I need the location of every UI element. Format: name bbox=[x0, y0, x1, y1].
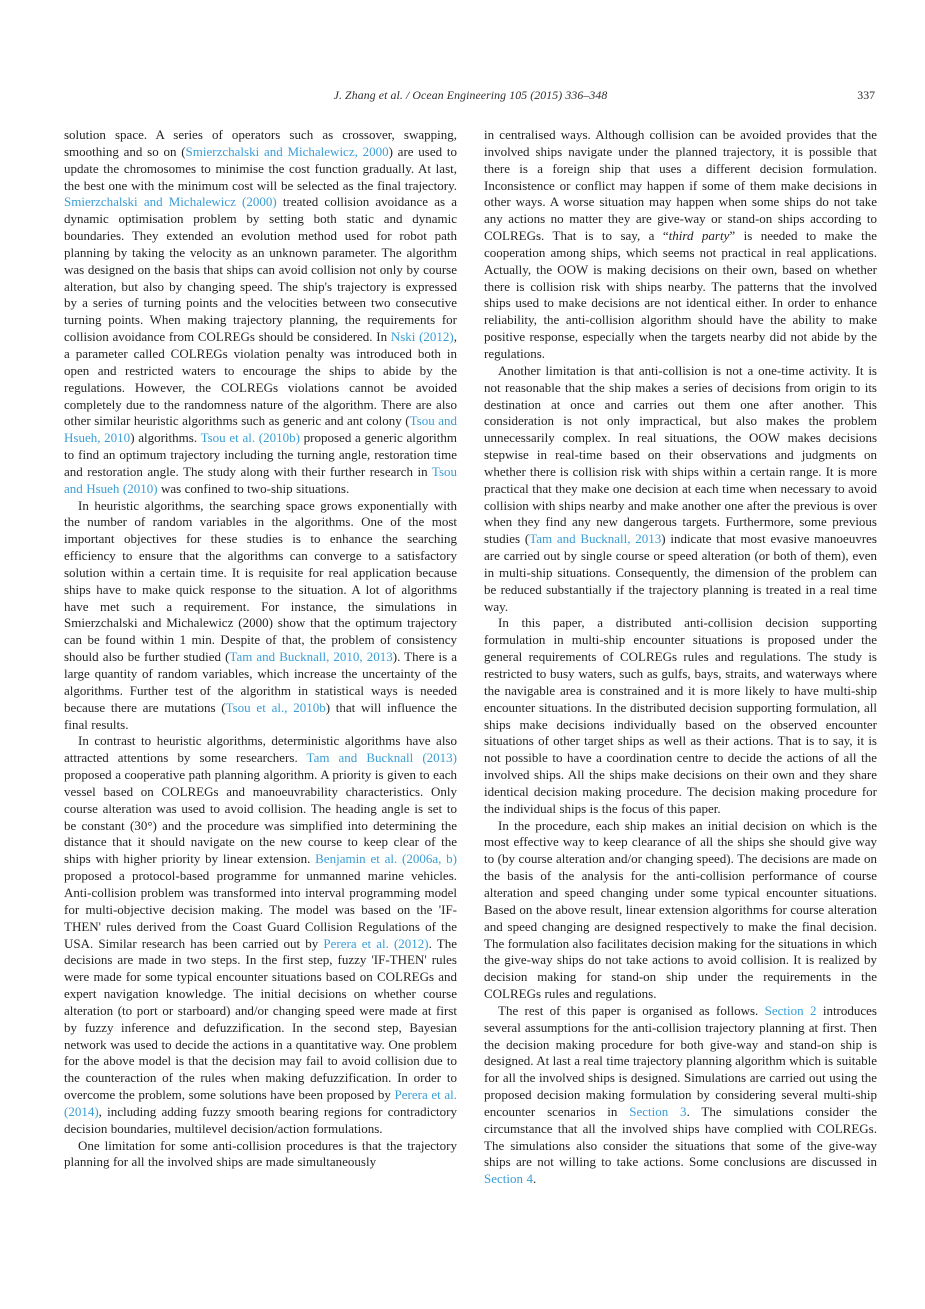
body-text: . bbox=[532, 1171, 537, 1187]
citation-link[interactable]: Tam and Bucknall, 2010, 2013 bbox=[229, 649, 393, 665]
body-text: introduces several assumptions for the anti-collision trajectory planning at first. Then the decision making procedure for both give-way and stand-on ship is designed. At last a real time trajectory planning algorithm which is suitable for all the involved ships is designed. Simulations are carried out using the proposed decision making formulation by considering several multi-ship encounter scenarios in bbox=[484, 1002, 877, 1119]
body-text: ” is needed to make the cooperation among ships, which seems not practical in real applications. Actually, the OOW is making decisions on their own, based on whether there is collision risk with ships nearby. The patterns that the involved ships used to make decisions are not identical either. In order to enhance reliability, the anti-collision algorithm should have the ability to make positive response, especially when the targets nearby did not abide by the regulations. bbox=[484, 228, 877, 361]
citation-link[interactable]: Tam and Bucknall, 2013 bbox=[529, 531, 662, 547]
body-text: ) that will influence the final results. bbox=[64, 699, 457, 732]
paragraph bbox=[484, 127, 877, 363]
paragraph bbox=[484, 363, 877, 616]
citation-link[interactable]: Section 2 bbox=[764, 1002, 817, 1018]
paragraph bbox=[484, 615, 877, 817]
paragraph bbox=[64, 1138, 457, 1172]
left-column bbox=[64, 127, 457, 1188]
paragraph bbox=[484, 1003, 877, 1188]
article-body bbox=[64, 127, 877, 1188]
citation-link[interactable]: Nski (2012) bbox=[390, 329, 454, 345]
body-text: One limitation for some anti-collision procedures is that the trajectory planning for all the involved ships are made simultaneously bbox=[64, 1137, 457, 1170]
body-text: ) algorithms. bbox=[130, 430, 201, 446]
body-text: solution space. A series of operators such as crossover, swapping, smoothing and so on ( bbox=[64, 127, 457, 159]
body-text: In this paper, a distributed anti-collision decision supporting formulation in multi-ship encounter situations is proposed under the general requirements of COLREGs rules and regulations. The study is restricted to busy waters, such as gulfs, bays, straits, and waterways where the navigable area is constrained and it is more likely to have multi-ship encounter situations. In the distributed decision supporting formulation, all ships make decisions individually based on the observed encounter situations of other target ships as well as their actions. That is to say, it is not possible to have a coordination centre to decide the actions of all the involved ships. All the ships make decisions on their own and they share identical decision making procedure. The decision making procedure for the individual ships is the focus of this paper. bbox=[484, 615, 877, 816]
body-text: proposed a protocol-based programme for unmanned marine vehicles. Anti-collision problem was transformed into interval programming model for multi-objective decision making. The model was based on the 'IF-THEN' rules derived from the Coast Guard Collision Regulations of the USA. Similar research has been carried out by bbox=[64, 868, 457, 951]
body-text: . The simulations consider the circumstance that all the involved ships have complied with COLREGs. The simulations also consider the situations that some of the give-way ships are not willing to take actions. Some conclusions are discussed in bbox=[484, 1103, 877, 1170]
body-text: In contrast to heuristic algorithms, deterministic algorithms have also attracted attentions by some researchers. bbox=[64, 733, 457, 766]
citation-link[interactable]: Tsou et al. (2010b) bbox=[200, 430, 300, 446]
citation-link[interactable]: Perera et al. (2012) bbox=[323, 935, 429, 951]
citation-link[interactable]: Perera et al. (2014) bbox=[64, 1087, 457, 1119]
body-text: In the procedure, each ship makes an initial decision on which is the most effective way to keep clearance of all the ships she should give way to (by course alteration and/or changing speed). The decisions are made on the basis of the analysis for the anti-collision performance of course alteration and speed changing under some typical encounter situations. Based on the above result, linear extension algorithms for course alteration and speed changing are designed respectively to make the final decision. The formulation also facilitates decision making for the situations in which the give-way ships do not take actions to avoid collision. It is realized by decision making for stand-on ship under the requirements in the COLREGs rules and regulations. bbox=[484, 817, 877, 1002]
italic-text: third party bbox=[668, 228, 730, 244]
citation-link[interactable]: Benjamin et al. (2006a, b) bbox=[315, 851, 457, 867]
citation-link[interactable]: Smierzchalski and Michalewicz (2000) bbox=[64, 194, 277, 210]
body-text: In heuristic algorithms, the searching space grows exponentially with the number of random variables in the algorithms. One of the most important objectives for these studies is to enhance the searching efficiency to ensure that the algorithms can converge to a satisfactory solution within a certain time. It is requisite for real application because ships have to make quick response to the situation. A lot of algorithms have met such a requirement. For instance, the simulations in Smierzchalski and Michalewicz (2000) show that the optimum trajectory can be found within 1 min. Despite of that, the problem of consistency should also be further studied ( bbox=[64, 497, 457, 665]
body-text: proposed a generic algorithm to find an optimum trajectory including the turning angle, restoration time and restoration angle. The study along with their further research in bbox=[64, 430, 458, 479]
body-text: . The decisions are made in two steps. In the first step, fuzzy 'IF-THEN' rules were made for some typical encounter situations based on COLREGs and expert navigation knowledge. The initial decisions on whether course alteration (to port or starboard) and/or changing speed were made at first by fuzzy inference and defuzzification. In the second step, Bayesian network was used to decide the actions in a quantitative way. One problem for the above model is that the decision may fail to avoid collision due to the counteraction of the rules when making defuzzification. In order to overcome the problem, some solutions have been proposed by bbox=[64, 935, 457, 1103]
running-title: J. Zhang et al. / Ocean Engineering 105 (2015) 336–348 bbox=[333, 88, 608, 102]
body-text: was confined to two-ship situations. bbox=[157, 480, 350, 496]
citation-link[interactable]: Tsou and Hsueh, 2010 bbox=[64, 413, 458, 446]
body-text: ) indicate that most evasive manoeuvres are carried out by single course or speed alteration (or both of them), even in multi-ship situations. Consequently, the dimension of the problem can be reduced substantially if the trajectory planning is treated in a real time way. bbox=[484, 531, 877, 614]
paragraph bbox=[64, 733, 457, 1137]
citation-link[interactable]: Tsou and Hsueh (2010) bbox=[64, 463, 457, 496]
citation-link[interactable]: Tam and Bucknall (2013) bbox=[306, 750, 457, 766]
citation-link[interactable]: Section 3 bbox=[629, 1103, 687, 1119]
body-text: proposed a cooperative path planning algorithm. A priority is given to each vessel based on COLREGs and manoeuvrability characteristics. Only course alteration was used to avoid collision. The heading angle is set to be constant (30°) and the procedure was simplified into determining the distance that it should navigate on the new course to keep clear of the ships with higher priority by linear extension. bbox=[64, 767, 457, 867]
citation-link[interactable]: Section 4 bbox=[484, 1171, 533, 1187]
body-text: in centralised ways. Although collision can be avoided provides that the involved ships navigate under the planned trajectory, it is possible that there is a foreign ship that uses a different decision formulation. Inconsistence or conflict may happen if some of them make decisions in other ways. A worse situation may happen when some ships do not take any actions no matter they are give-way or stand-on ships according to COLREGs. That is to say, a “ bbox=[484, 127, 877, 244]
citation-link[interactable]: Smierzchalski and Michalewicz, 2000 bbox=[185, 143, 389, 159]
paragraph bbox=[484, 818, 877, 1003]
citation-link[interactable]: Tsou et al., 2010b bbox=[225, 699, 326, 715]
body-text: ). There is a large quantity of random variables, which increase the uncertainty of the algorithms. Further test of the algorithm in statistical ways is needed because there are mutations ( bbox=[64, 649, 458, 715]
paragraph bbox=[64, 127, 457, 498]
page-header bbox=[64, 88, 877, 104]
body-text: Another limitation is that anti-collision is not a one-time activity. It is not reasonable that the ship makes a series of decisions from origin to its destination at once and carries out them one after another. This consideration is not only impractical, but also makes the problem unnecessarily complex. In real situations, the OOW makes decisions stepwise in real-time based on their observations and judgments on whether there is collision risk with ships within a certain range. It is more practical that they make one decision at each time when necessary to avoid collision with ships nearby and make another one after the previous is over when they find any new dangerous targets. Furthermore, some previous studies ( bbox=[484, 362, 877, 547]
body-text: The rest of this paper is organised as follows. bbox=[498, 1002, 765, 1018]
paragraph bbox=[64, 498, 457, 734]
body-text: ) are used to update the chromosomes to minimise the cost function gradually. At last, the best one with the minimum cost will be selected as the final trajectory. bbox=[64, 143, 457, 193]
body-text: , including adding fuzzy smooth bearing regions for contradictory decision boundaries, multilevel decision/action formulations. bbox=[64, 1103, 457, 1136]
page-number: 337 bbox=[857, 88, 875, 102]
body-text: , a parameter called COLREGs violation penalty was introduced both in open and restricted waters to encourage the ships to abide by the regulations. However, the COLREGs violations cannot be avoided completely due to the randomness nature of the algorithm. There are also other similar heuristic algorithms such as generic and ant colony ( bbox=[64, 329, 457, 429]
right-column bbox=[484, 127, 877, 1188]
body-text: treated collision avoidance as a dynamic optimisation problem by setting both static and dynamic boundaries. They extended an evolution method used for robot path planning by taking the velocity as an unknown parameter. The algorithm was designed on the basis that ships can avoid collision not only by course alteration, but also by changing speed. The ship's trajectory is expressed by a series of turning points and the velocities between two consecutive turning points. When making trajectory planning, the requirements for collision avoidance from COLREGs should be considered. In bbox=[64, 194, 457, 345]
